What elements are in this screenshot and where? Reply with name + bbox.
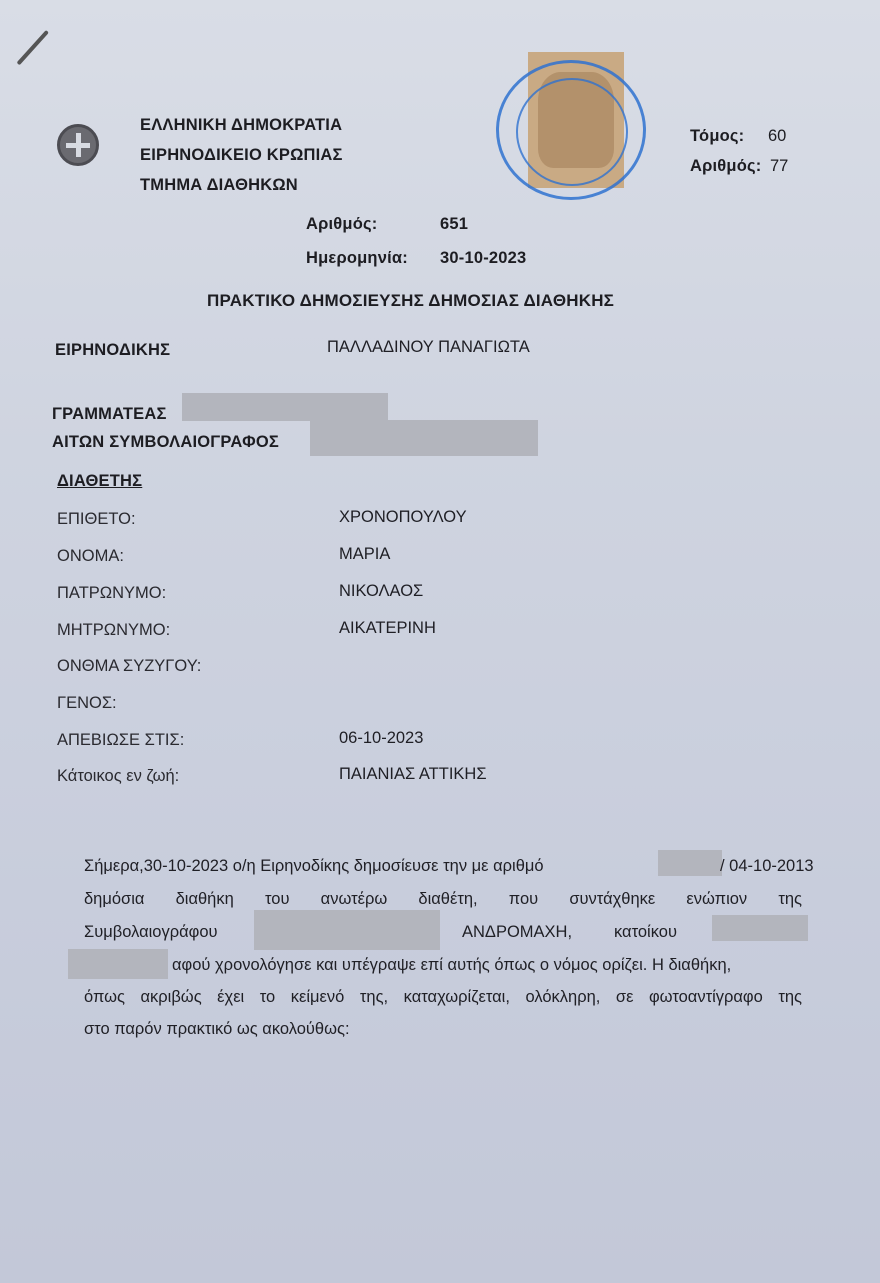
field-value-mothers-name: ΑΙΚΑΤΕΡΙΝΗ <box>339 619 436 637</box>
field-label-name: ΟΝΟΜΑ: <box>57 547 124 565</box>
notary-label: ΑΙΤΩΝ ΣΥΜΒΟΛΑΙΟΓΡΑΦΟΣ <box>52 433 279 451</box>
field-label-date-of-death: ΑΠΕΒΙΩΣΕ ΣΤΙΣ: <box>57 731 185 749</box>
secretary-label: ΓΡΑΜΜΑΤΕΑΣ <box>52 405 167 423</box>
pen-mark <box>17 30 49 65</box>
record-date-value: 30-10-2023 <box>440 249 527 267</box>
body-line-2: δημόσια διαθήκη του ανωτέρω διαθέτη, που συντάχθηκε ενώπιον της <box>84 890 802 908</box>
body-line-3a: Συμβολαιογράφου <box>84 923 218 941</box>
greek-coat-of-arms-icon <box>57 124 99 166</box>
field-label-spouse-name: ΟΝΘΜΑ ΣΥΖΥΓΟΥ: <box>57 657 202 675</box>
field-value-name: ΜΑΡΙΑ <box>339 545 391 563</box>
body-line-1b: / 04-10-2013 <box>720 857 814 875</box>
body-line-3b: ΑΝΔΡΟΜΑΧΗ, <box>462 923 573 941</box>
volume-number-label: Αριθμός: <box>690 157 762 175</box>
judge-value: ΠΑΛΛΑΔΙΝΟΥ ΠΑΝΑΓΙΩΤΑ <box>327 338 530 356</box>
field-value-residence: ΠΑΙΑΝΙΑΣ ΑΤΤΙΚΗΣ <box>339 765 487 783</box>
redacted-notary-residence <box>712 915 808 941</box>
header-line-republic: ΕΛΛΗΝΙΚΗ ΔΗΜΟΚΡΑΤΙΑ <box>140 116 343 134</box>
field-value-date-of-death: 06-10-2023 <box>339 729 424 747</box>
postmark-inner-ring <box>516 78 628 186</box>
redacted-notary-surname <box>254 910 440 950</box>
field-label-surname: ΕΠΙΘΕΤΟ: <box>57 510 136 528</box>
volume-label: Τόμος: <box>690 127 745 145</box>
volume-number-value: 77 <box>770 157 789 175</box>
record-number-label: Αριθμός: <box>306 215 378 233</box>
volume-value: 60 <box>768 127 787 145</box>
redacted-will-number <box>658 850 722 876</box>
body-line-4: αφού χρονολόγησε και υπέγραψε επί αυτής όπως ο νόμος ορίζει. Η διαθήκη, <box>172 956 732 974</box>
body-line-5: όπως ακριβώς έχει το κείμενό της, καταχωρίζεται, ολόκληρη, σε φωτοαντίγραφο της <box>84 988 802 1006</box>
header-line-department: ΤΜΗΜΑ ΔΙΑΘΗΚΩΝ <box>140 176 298 194</box>
judge-label: ΕΙΡΗΝΟΔΙΚΗΣ <box>55 341 171 359</box>
record-date-label: Ημερομηνία: <box>306 249 408 267</box>
body-line-1a: Σήμερα,30-10-2023 ο/η Ειρηνοδίκης δημοσίευσε την με αριθμό <box>84 857 544 875</box>
body-line-3c: κατοίκου <box>614 923 677 941</box>
field-value-surname: ΧΡΟΝΟΠΟΥΛΟΥ <box>339 508 467 526</box>
field-label-maiden-name: ΓΕΝΟΣ: <box>57 694 117 712</box>
body-line-6: στο παρόν πρακτικό ως ακολούθως: <box>84 1020 350 1038</box>
redacted-secretary-name <box>182 393 388 421</box>
redacted-notary-name <box>310 420 538 456</box>
document-title: ΠΡΑΚΤΙΚΟ ΔΗΜΟΣΙΕΥΣΗΣ ΔΗΜΟΣΙΑΣ ΔΙΑΘΗΚΗΣ <box>207 291 615 310</box>
testator-section-label: ΔΙΑΘΕΤΗΣ <box>57 472 143 490</box>
redacted-notary-residence-cont <box>68 949 168 979</box>
record-number-value: 651 <box>440 215 469 233</box>
field-label-fathers-name: ΠΑΤΡΩΝΥΜΟ: <box>57 584 167 602</box>
field-value-fathers-name: ΝΙΚΟΛΑΟΣ <box>339 582 424 600</box>
field-label-mothers-name: ΜΗΤΡΩΝΥΜΟ: <box>57 621 171 639</box>
header-line-court: ΕΙΡΗΝΟΔΙΚΕΙΟ ΚΡΩΠΙΑΣ <box>140 146 343 164</box>
field-label-residence: Κάτοικος εν ζωή: <box>57 767 180 785</box>
